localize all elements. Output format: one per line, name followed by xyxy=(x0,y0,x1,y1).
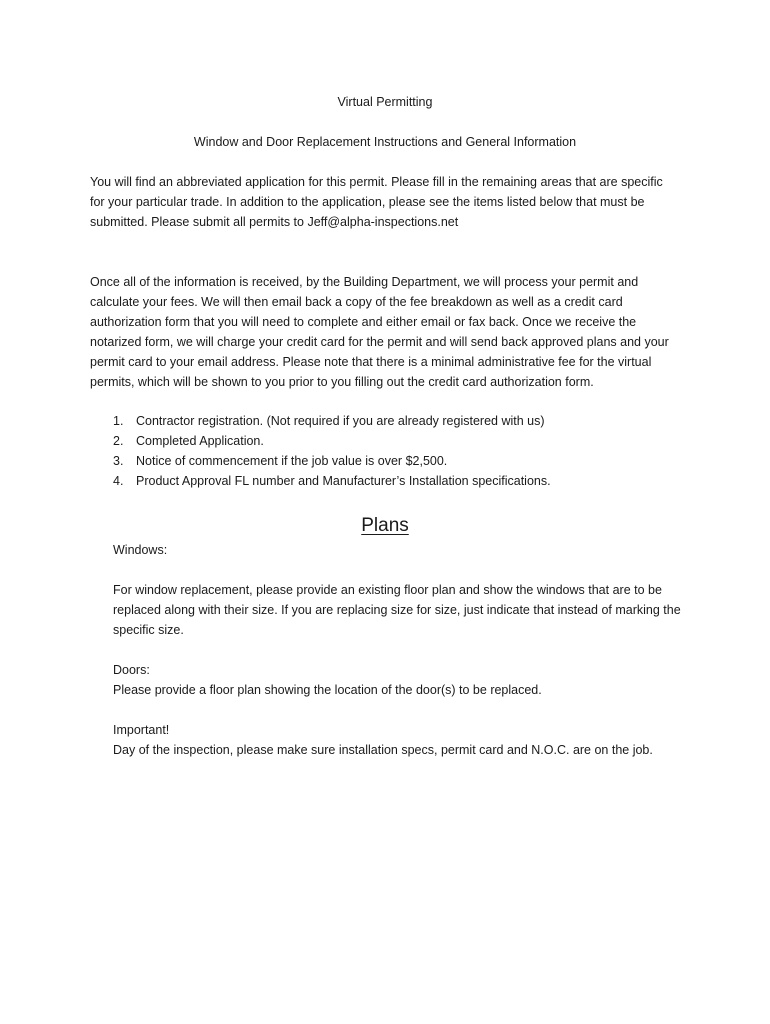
windows-label: Windows: xyxy=(113,543,168,557)
important-note: Day of the inspection, please make sure installation specs, permit card and N.O.C. are on the job. xyxy=(113,743,653,757)
windows-instructions: For window replacement, please provide an existing floor plan and show the windows that are to be replaced along with their size. If you are replacing size for size, just indicate that instead of marking the specific size. xyxy=(113,583,681,637)
requirement-item xyxy=(113,471,673,491)
requirement-text: Completed Application. xyxy=(136,434,264,448)
requirements-list xyxy=(113,411,673,491)
requirement-number: 3. xyxy=(113,454,124,468)
doors-instructions: Please provide a floor plan showing the location of the door(s) to be replaced. xyxy=(113,683,542,697)
document-subtitle: Window and Door Replacement Instructions and General Information xyxy=(193,135,577,149)
requirement-number: 2. xyxy=(113,434,124,448)
requirement-text: Notice of commencement if the job value is over $2,500. xyxy=(136,454,448,468)
requirement-number: 1. xyxy=(113,414,124,428)
important-label: Important! xyxy=(113,723,170,737)
requirement-item xyxy=(113,411,673,431)
doors-label: Doors: xyxy=(113,663,150,677)
requirement-number: 4. xyxy=(113,474,124,488)
intro-paragraph: You will find an abbreviated application for this permit. Please fill in the remaining areas that are specific for your particular trade. In addition to the application, please see the items listed below that must be submitted. Please submit all permits to Jeff@alpha-inspections.net xyxy=(90,175,663,229)
process-paragraph: Once all of the information is received, by the Building Department, we will process your permit and calculate your fees. We will then email back a copy of the fee breakdown as well as a credit card authorization form that you will need to complete and either email or fax back. Once we receive the notarized form, we will charge your credit card for the permit and will send back approved plans and your permit card to your email address. Please note that there is a minimal administrative fee for the virtual permits, which will be shown to you prior to you filling out the credit card authorization form. xyxy=(90,275,669,389)
requirement-item xyxy=(113,451,673,471)
requirement-text: Contractor registration. (Not required if you are already registered with us) xyxy=(136,414,545,428)
document-title: Virtual Permitting xyxy=(337,95,433,109)
requirement-item xyxy=(113,431,673,451)
plans-heading: Plans xyxy=(361,515,409,536)
requirement-text: Product Approval FL number and Manufacturer’s Installation specifications. xyxy=(136,474,551,488)
